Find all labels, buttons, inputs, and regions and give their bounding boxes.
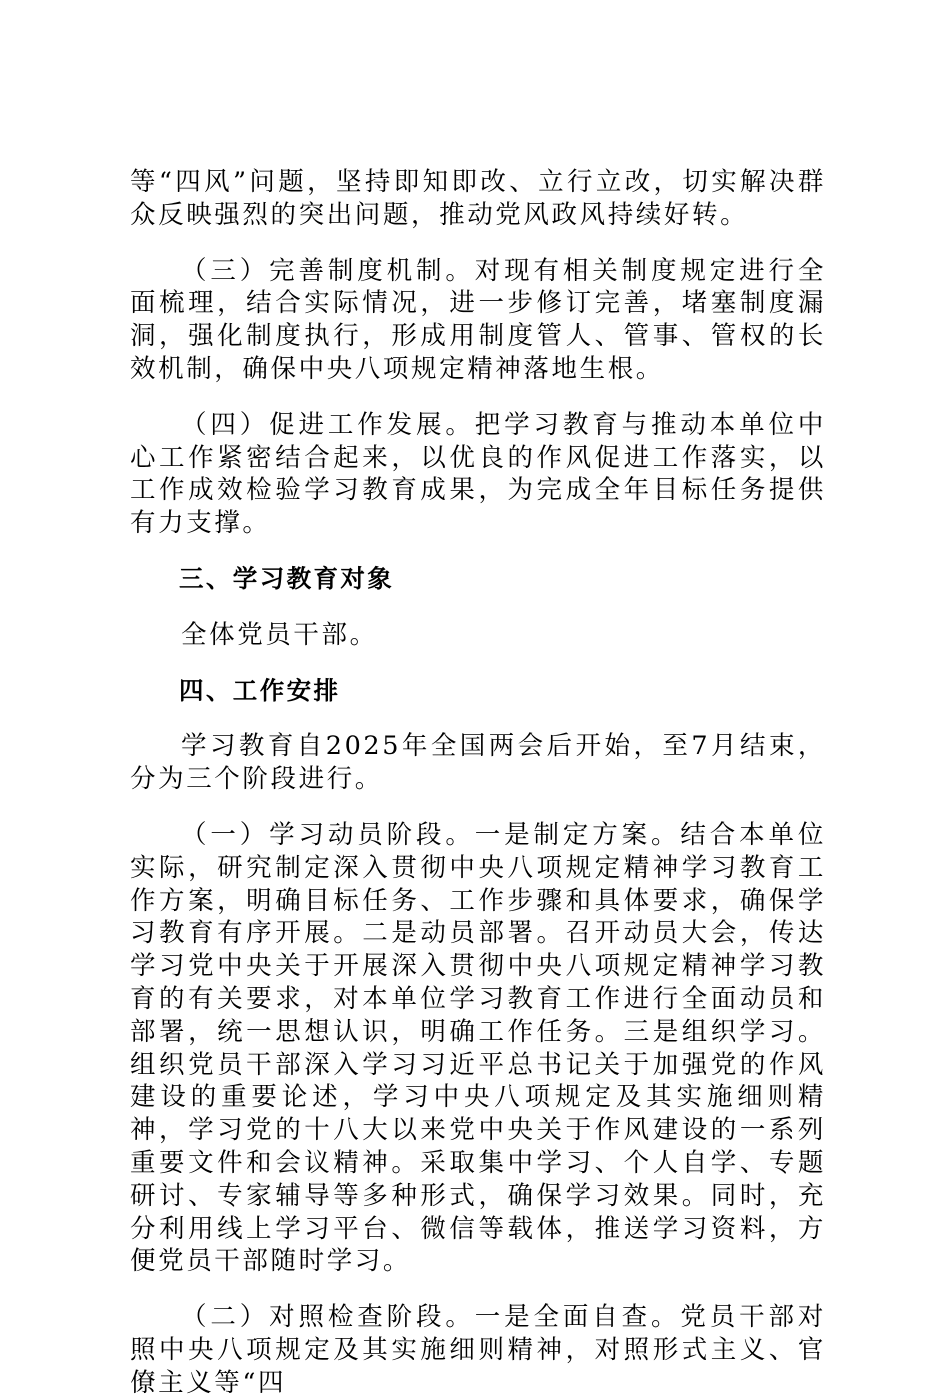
paragraph-targets: 全体党员干部。 [181,619,378,650]
paragraph-mobilization-stage: （一）学习动员阶段。一是制定方案。结合本单位实际，研究制定深入贯彻中央八项规定精神学习教育工作方案，明确目标任务、工作步骤和具体要求，确保学习教育有序开展。二是动员部署。召开动员大会，传达学习党中央关于开展深入贯彻中央八项规定精神学习教育的有关要求，对本单位学习教育工作进行全面动员和部署，统一思想认识，明确工作任务。三是组织学习。组织党员干部深入学习习近平总书记关于加强党的作风建设的重要论述，学习中央八项规定及其实施细则精神，学习党的十八大以来党中央关于作风建设的一系列重要文件和会议精神。采取集中学习、个人自学、专题研讨、专家辅导等多种形式，确保学习效果。同时，充分利用线上学习平台、微信等载体，推送学习资料，方便党员干部随时学习。 [130,819,826,1277]
paragraph-promote-work: （四）促进工作发展。把学习教育与推动本单位中心工作紧密结合起来，以优良的作风促进工作落实，以工作成效检验学习教育成果，为完成全年目标任务提供有力支撑。 [130,409,826,539]
section-heading-arrangement: 四、工作安排 [179,675,341,705]
paragraph-improve-system: （三）完善制度机制。对现有相关制度规定进行全面梳理，结合实际情况，进一步修订完善，堵塞制度漏洞，强化制度执行，形成用制度管人、管事、管权的长效机制，确保中央八项规定精神落地生根。 [130,255,826,384]
section-heading-targets: 三、学习教育对象 [179,563,395,593]
paragraph-inspection-stage: （二）对照检查阶段。一是全面自查。党员干部对照中央八项规定及其实施细则精神，对照形式主义、官僚主义等“四 [130,1302,826,1398]
paragraph-schedule: 学习教育自2025年全国两会后开始，至7月结束，分为三个阶段进行。 [130,731,826,795]
paragraph-continuation: 等“四风”问题，坚持即知即改、立行立改，切实解决群众反映强烈的突出问题，推动党风政风持续好转。 [130,167,826,230]
